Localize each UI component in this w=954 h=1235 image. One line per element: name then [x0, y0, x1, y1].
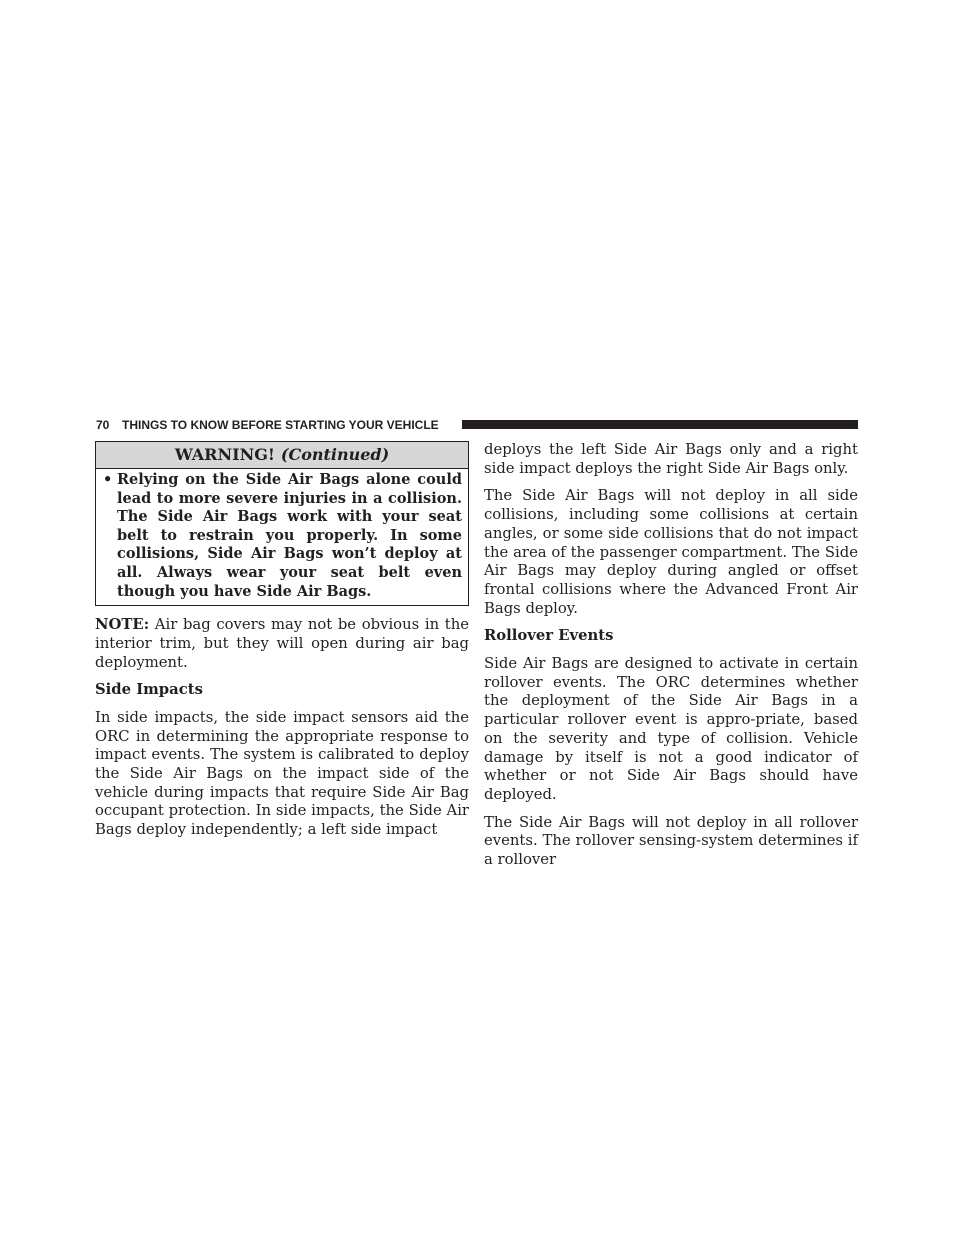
- side-collisions-paragraph: The Side Air Bags will not deploy in all side collisions, including some collisions at certain angles, or some side collisions that do not impact the area of the passenger compartment. The Side Air Bags may deploy during angled or offset frontal collisions where the Advanced Front Air Bags deploy.: [484, 487, 858, 617]
- side-impacts-paragraph: In side impacts, the side impact sensors aid the ORC in determining the appropriate response to impact events. The system is calibrated to deploy the Side Air Bags on the impact side of the vehicle during impacts that require Side Air Bag occupant protection. In side impacts, the Side Air Bags deploy independently; a left side impact: [95, 708, 469, 839]
- section-title: THINGS TO KNOW BEFORE STARTING YOUR VEHICLE: [122, 418, 439, 432]
- note-paragraph: [95, 616, 469, 672]
- warning-list-item: [103, 471, 462, 601]
- warning-body: [96, 469, 468, 605]
- warning-title: WARNING!: [174, 445, 275, 464]
- side-impacts-heading: Side Impacts: [95, 681, 203, 699]
- note-label: NOTE:: [95, 616, 150, 634]
- warning-list: [103, 471, 462, 601]
- rollover-deploy-paragraph: The Side Air Bags will not deploy in all rollover events. The rollover sensing-system determines if a rollover: [484, 813, 858, 869]
- bullet-icon: •: [103, 471, 113, 488]
- warning-header: [96, 442, 468, 469]
- warning-box: [95, 441, 469, 606]
- page-header: [96, 417, 858, 433]
- rollover-paragraph: Side Air Bags are designed to activate in certain rollover events. The ORC determines whether the deployment of the Side Air Bags in a particular rollover event is appro-priate, based on the severity and type of collision. Vehicle damage by itself is not a good indicator of whether or not Side Air Bags should have deployed.: [484, 655, 858, 803]
- deploys-paragraph: deploys the left Side Air Bags only and a right side impact deploys the right Side Air Bags only.: [484, 441, 858, 477]
- warning-item-text: Relying on the Side Air Bags alone could lead to more severe injuries in a collision. The Side Air Bags work with your seat belt to restrain you properly. In some collisions, Side Air Bags won’t deploy at all. Always wear your seat belt even though you have Side Air Bags.: [117, 471, 462, 600]
- left-column: [95, 441, 469, 849]
- right-column: [484, 441, 858, 879]
- note-text: Air bag covers may not be obvious in the interior trim, but they will open during air bag deployment.: [95, 616, 469, 671]
- header-rule-bar: [462, 420, 858, 429]
- warning-continued: (Continued): [280, 445, 390, 464]
- rollover-heading: Rollover Events: [484, 627, 614, 645]
- page-number: 70: [96, 418, 110, 432]
